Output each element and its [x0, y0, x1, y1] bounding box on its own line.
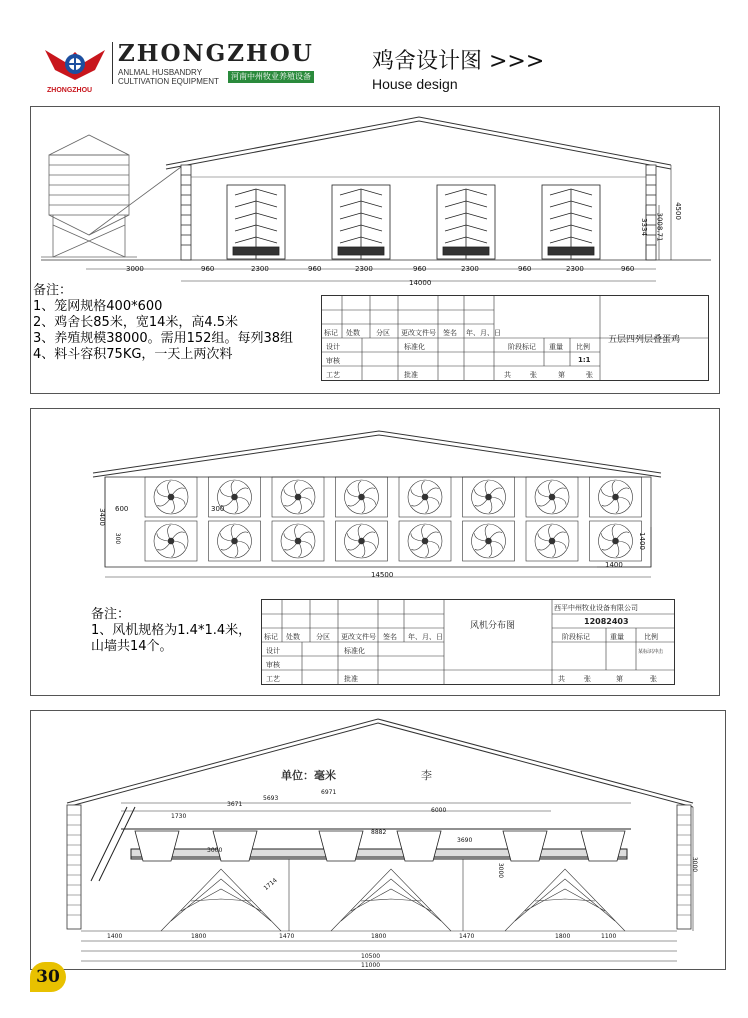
dim-p3-17: 1100: [601, 933, 617, 940]
fan-th-doc: 更改文件号: [341, 633, 376, 641]
header: [0, 0, 748, 100]
dim-cage-2: 2300: [355, 265, 373, 273]
dim-total-width: 14000: [409, 279, 432, 287]
cell-stage: 阶段标记: [508, 343, 536, 351]
cell-sheet: 张: [530, 371, 537, 379]
note-line-1: 1、笼网规格400*600: [33, 299, 163, 314]
dim-p3-15: 10500: [361, 953, 381, 960]
fan-cell-total: 共: [558, 675, 565, 683]
th-zone: 分区: [376, 329, 390, 337]
fan-cell-sheet: 张: [584, 675, 591, 683]
dim-h2: 3008.71: [655, 212, 664, 242]
dim-cage-1: 2300: [251, 265, 269, 273]
dim-p3-6: 8882: [371, 829, 387, 836]
dim-cage-4: 2300: [566, 265, 584, 273]
fan-cell-ratio-val: 某标识冲击: [638, 649, 664, 655]
fan-th-date: 年、月、日: [408, 633, 443, 641]
dim-p3-16: 11000: [361, 962, 381, 969]
notes-title: 备注：: [33, 283, 73, 298]
author-mark: 李: [421, 769, 432, 782]
dim-p3-8: 3000: [207, 847, 223, 854]
notes-block: [33, 283, 353, 363]
dim-total-width: 14500: [371, 571, 394, 579]
note-line-4: 4、料斗容积75KG，一天上两次料: [33, 347, 233, 362]
dim-p3-3: 5693: [263, 795, 279, 802]
fan-th-zone: 分区: [316, 633, 330, 641]
cell-std: 标准化: [404, 343, 425, 351]
fan-cell-design: 设计: [266, 647, 280, 655]
dim-gap-3: 960: [413, 265, 427, 273]
dim-gap-5: 960: [621, 265, 635, 273]
fan-cell-approve: 批准: [344, 675, 358, 683]
cell-page: 第: [558, 371, 565, 379]
unit-label: 单位：毫米: [281, 769, 336, 782]
dim-gap-4: 960: [518, 265, 532, 273]
th-date: 年、月、日: [466, 329, 501, 337]
notes-title-2: 备注：: [91, 607, 131, 622]
th-doc: 更改文件号: [401, 329, 436, 337]
dim-p3-10: 1800: [191, 933, 207, 940]
fan-cell-craft: 工艺: [266, 675, 280, 683]
dim-p3-19: 1714: [262, 876, 279, 893]
fan-cell-std: 标准化: [344, 647, 365, 655]
dim-p3-14: 1800: [555, 933, 571, 940]
page-title: 鸡舍设计图 >>>: [372, 49, 545, 74]
dim-p3-18: 3000: [691, 856, 699, 873]
fan-cell-review: 审核: [266, 661, 280, 669]
fan-drawing-code: 12082403: [584, 617, 629, 626]
fan-cell-sheet2: 张: [650, 675, 657, 683]
dim-p3-9: 1400: [107, 933, 123, 940]
fan-cell-stage: 阶段标记: [562, 633, 590, 641]
brand-divider: [112, 42, 113, 84]
th-count: 处数: [346, 329, 360, 337]
dim-gap-center: 300: [211, 505, 225, 513]
dim-p3-5: 6000: [431, 807, 447, 814]
fan-th-sign: 签名: [383, 633, 397, 641]
th-sign: 签名: [443, 329, 457, 337]
dim-gap-side: 300: [114, 532, 122, 545]
fan-layout-panel: [30, 408, 720, 696]
house-section-panel: [30, 106, 720, 394]
brand-name: ZHONGZHOU: [118, 40, 314, 67]
cell-ratio-val: 1:1: [578, 356, 591, 364]
dim-h1: 3334: [639, 218, 648, 236]
dim-cage-3: 2300: [461, 265, 479, 273]
title-block-table: [321, 295, 709, 381]
note-line-3: 3、养殖规模38000。需用152组。每列38组: [33, 331, 293, 346]
fan-th-count: 处数: [286, 633, 300, 641]
dim-p3-2: 3671: [227, 801, 243, 808]
dim-gap-1: 960: [201, 265, 215, 273]
fan-cell-weight: 重量: [610, 633, 624, 641]
cell-total: 共: [504, 371, 511, 379]
dim-fan-width: 1400: [605, 561, 623, 569]
dim-p3-11: 1470: [279, 933, 295, 940]
note2-line-1: 1、风机规格为1.4*1.4米，: [91, 623, 252, 638]
cell-design: 设计: [326, 343, 340, 351]
dim-p3-12: 1800: [371, 933, 387, 940]
cell-sheet2: 张: [586, 371, 593, 379]
cell-craft: 工艺: [326, 371, 340, 379]
note2-line-2: 山墙共14个。: [91, 639, 173, 654]
brand-badge: 河南中州牧业养殖设备: [228, 71, 314, 83]
dim-p3-7: 3690: [457, 837, 473, 844]
dim-fan-height: 1400: [637, 532, 646, 550]
cell-ratio: 比例: [576, 343, 590, 351]
zhongzhou-logo-icon: [40, 40, 110, 92]
house-roof: [166, 117, 671, 169]
drawing-title: 五层四列层叠蛋鸡: [608, 335, 681, 345]
feed-silo-icon: [41, 135, 181, 257]
dim-silo-gap: 3000: [126, 265, 144, 273]
cell-review: 审核: [326, 357, 340, 365]
dim-gap-2: 960: [308, 265, 322, 273]
dim-height-total: 4500: [673, 202, 682, 220]
fan-cell-ratio: 比例: [644, 633, 658, 641]
page-number: 30: [36, 967, 60, 987]
brand-sub1: ANLMAL HUSBANDRY: [118, 68, 203, 77]
feeding-section-drawing: [31, 711, 725, 969]
dim-p3-13: 1470: [459, 933, 475, 940]
dim-p3-1: 1730: [171, 813, 187, 820]
fan-cell-page: 第: [616, 675, 623, 683]
logo-caption: ZHONGZHOU: [47, 87, 93, 94]
dim-p3-4: 6971: [321, 789, 337, 796]
brand-sub2: CULTIVATION EQUIPMENT: [118, 77, 219, 86]
page-number-badge: [30, 962, 66, 992]
th-mark: 标记: [324, 329, 338, 337]
cell-approve: 批准: [404, 371, 418, 379]
cage-tiers: [161, 859, 625, 931]
dim-top-spacing: 600: [115, 505, 129, 513]
feeding-section-panel: [30, 710, 726, 970]
fan-company: 西平中州牧业设备有限公司: [554, 604, 638, 612]
cage-stacks: [227, 185, 600, 259]
note-line-2: 2、鸡舍长85米，宽14米，高4.5米: [33, 315, 239, 330]
cell-weight: 重量: [549, 343, 563, 351]
page-subtitle: House design: [372, 76, 458, 92]
fan-th-mark: 标记: [264, 633, 278, 641]
dim-left-height: 3400: [97, 508, 106, 526]
house-walls: [181, 165, 656, 260]
dim-p3-20: 3000: [497, 862, 505, 879]
fan-drawing-name: 风机分布图: [470, 621, 516, 631]
fan-title-block-table: [261, 599, 675, 685]
